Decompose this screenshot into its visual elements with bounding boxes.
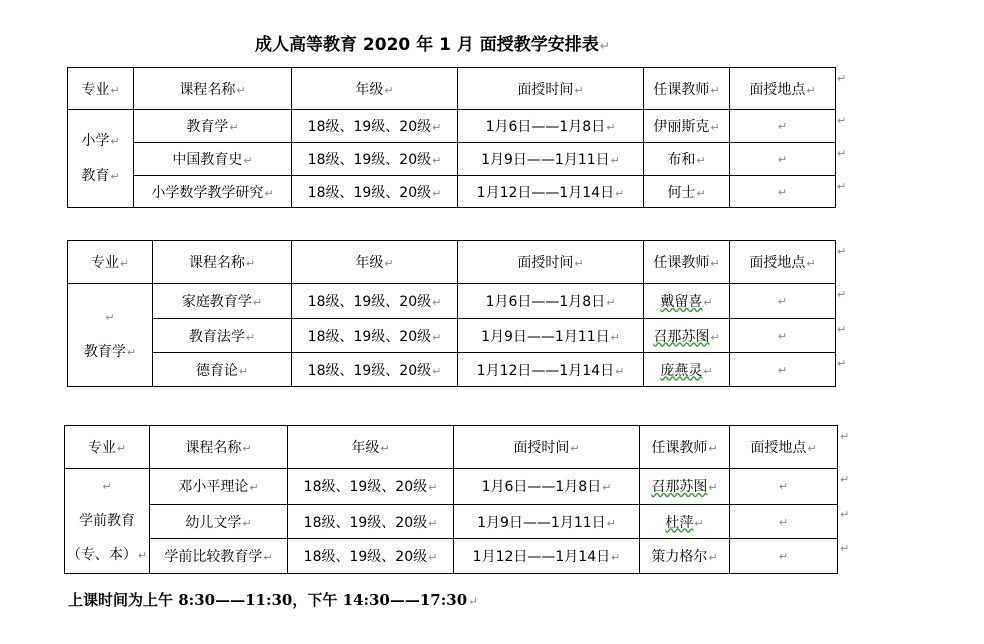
header-cell xyxy=(730,241,836,284)
grade-value: 18级、19级、20级 xyxy=(303,514,428,531)
paragraph-mark: ↵ xyxy=(380,442,390,455)
row-end-mark: ↵ xyxy=(840,508,850,521)
major-label: 小学 xyxy=(81,132,110,149)
major-line xyxy=(65,469,149,504)
time-value: 1月6日——1月8日 xyxy=(485,119,606,135)
header-label: 课程名称 xyxy=(179,81,236,98)
schedule-table-2 xyxy=(67,240,836,387)
major-label: 教育 xyxy=(81,167,110,184)
time-cell xyxy=(458,176,644,208)
row-end-mark: ↵ xyxy=(840,430,850,443)
paragraph-mark: ↵ xyxy=(245,330,256,344)
table-header-row xyxy=(68,68,836,110)
header-cell xyxy=(288,426,454,469)
grade-cell xyxy=(288,469,454,505)
paragraph-mark: ↵ xyxy=(263,551,273,565)
row-end-mark: ↵ xyxy=(837,147,847,160)
paragraph-mark: ↵ xyxy=(778,480,789,494)
paragraph-mark: ↵ xyxy=(264,186,274,200)
header-label: 面授时间 xyxy=(513,440,570,456)
location-cell xyxy=(730,319,836,353)
header-label: 专业 xyxy=(81,81,110,98)
table-row xyxy=(68,319,836,353)
schedule-table-3 xyxy=(64,425,838,574)
teacher-cell xyxy=(644,353,730,387)
grade-cell xyxy=(292,284,458,319)
paragraph-mark: ↵ xyxy=(432,154,442,167)
time-cell xyxy=(454,539,640,574)
paragraph-mark: ↵ xyxy=(243,154,253,167)
header-cell xyxy=(292,68,458,110)
header-cell xyxy=(150,426,288,469)
major-label: （专、本） xyxy=(66,547,137,563)
time-cell xyxy=(458,353,644,387)
major-line xyxy=(68,335,152,370)
paragraph-mark: ↵ xyxy=(432,296,442,309)
location-cell xyxy=(730,176,836,208)
time-value: 1月12日——1月14日 xyxy=(476,184,615,201)
header-label: 面授地点 xyxy=(749,255,806,271)
course-value: 教育学 xyxy=(186,119,229,135)
row-end-mark: ↵ xyxy=(837,288,847,301)
paragraph-mark: ↵ xyxy=(806,83,816,97)
paragraph-mark: ↵ xyxy=(777,153,788,166)
table-row xyxy=(65,469,838,505)
course-value: 中国教育史 xyxy=(172,152,243,168)
paragraph-mark: ↵ xyxy=(710,121,720,134)
paragraph-mark: ↵ xyxy=(606,121,616,134)
paragraph-mark: ↵ xyxy=(777,120,788,133)
header-label: 年级 xyxy=(351,440,380,456)
paragraph-mark: ↵ xyxy=(428,481,438,495)
row-end-mark: ↵ xyxy=(837,180,847,193)
grade-cell xyxy=(292,143,458,176)
header-cell xyxy=(644,241,730,284)
teacher-cell xyxy=(640,469,730,505)
paragraph-mark: ↵ xyxy=(703,296,713,309)
table-row xyxy=(65,539,838,574)
paragraph-mark: ↵ xyxy=(428,551,438,565)
paragraph-mark: ↵ xyxy=(806,257,816,270)
time-value: 1月6日——1月8日 xyxy=(481,479,602,496)
grade-value: 18级、19级、20级 xyxy=(307,362,432,379)
grade-value: 18级、19级、20级 xyxy=(303,549,428,566)
paragraph-mark: ↵ xyxy=(777,363,788,377)
row-end-mark: ↵ xyxy=(837,114,847,127)
major-cell xyxy=(68,284,153,387)
location-cell xyxy=(730,469,838,505)
header-label: 年级 xyxy=(355,255,384,271)
header-cell xyxy=(134,68,292,110)
paragraph-mark: ↵ xyxy=(432,186,442,200)
paragraph-mark: ↵ xyxy=(245,257,256,270)
grade-value: 18级、19级、20级 xyxy=(307,119,432,135)
grade-cell xyxy=(288,504,454,539)
header-label: 专业 xyxy=(87,440,116,456)
table-row xyxy=(68,176,836,208)
time-value: 1月12日——1月14日 xyxy=(472,549,611,566)
teacher-cell xyxy=(644,176,730,208)
time-value: 1月9日——1月11日 xyxy=(481,152,610,168)
major-label: 教育学 xyxy=(83,344,126,360)
paragraph-mark: ↵ xyxy=(126,346,137,359)
table-row xyxy=(68,353,836,387)
location-cell xyxy=(730,504,838,539)
major-cell xyxy=(65,469,150,574)
paragraph-mark: ↵ xyxy=(710,83,720,97)
header-label: 年级 xyxy=(355,81,384,98)
grade-cell xyxy=(292,176,458,208)
location-cell xyxy=(730,353,836,387)
paragraph-mark: ↵ xyxy=(710,257,720,270)
teacher-value: 召那苏图 xyxy=(653,328,710,345)
time-cell xyxy=(458,143,644,176)
header-label: 面授地点 xyxy=(749,81,806,98)
header-cell xyxy=(68,241,153,284)
paragraph-mark: ↵ xyxy=(432,330,442,344)
paragraph-mark: ↵ xyxy=(615,186,625,200)
table-row xyxy=(68,143,836,176)
paragraph-mark: ↵ xyxy=(384,83,394,97)
paragraph-mark: ↵ xyxy=(610,330,620,344)
paragraph-mark: ↵ xyxy=(694,516,704,530)
major-label: 学前教育 xyxy=(79,513,135,529)
paragraph-mark: ↵ xyxy=(252,296,263,309)
grade-value: 18级、19级、20级 xyxy=(307,184,432,201)
table-row xyxy=(68,110,836,143)
header-cell xyxy=(730,68,836,110)
paragraph-mark: ↵ xyxy=(137,549,148,562)
paragraph-mark: ↵ xyxy=(428,516,438,530)
time-cell xyxy=(454,469,640,505)
header-cell xyxy=(644,68,730,110)
paragraph-mark: ↵ xyxy=(574,257,584,270)
paragraph-mark: ↵ xyxy=(119,257,130,270)
paragraph-mark: ↵ xyxy=(777,185,788,199)
major-line xyxy=(68,124,133,159)
table-row xyxy=(65,504,838,539)
paragraph-mark: ↵ xyxy=(236,83,246,97)
grade-value: 18级、19级、20级 xyxy=(303,479,428,496)
header-cell xyxy=(68,68,134,110)
table-header-row xyxy=(65,426,838,469)
paragraph-mark: ↵ xyxy=(574,83,584,97)
paragraph-mark: ↵ xyxy=(606,516,616,530)
row-end-mark: ↵ xyxy=(840,542,850,555)
paragraph-mark: ↵ xyxy=(696,154,706,167)
table-header-row xyxy=(68,241,836,284)
time-cell xyxy=(458,110,644,143)
course-cell xyxy=(150,504,288,539)
major-line xyxy=(65,538,149,573)
paragraph-mark: ↵ xyxy=(249,481,259,495)
header-label: 课程名称 xyxy=(185,440,242,456)
header-label: 面授时间 xyxy=(517,81,574,98)
location-cell xyxy=(730,110,836,143)
paragraph-mark: ↵ xyxy=(708,551,718,565)
paragraph-mark: ↵ xyxy=(696,186,706,200)
time-value: 1月9日——1月11日 xyxy=(481,328,610,345)
grade-cell xyxy=(292,319,458,353)
paragraph-mark: ↵ xyxy=(599,39,610,53)
paragraph-mark: ↵ xyxy=(602,481,612,495)
teacher-cell xyxy=(644,284,730,319)
document-title-text: 成人高等教育 2020 年 1 月 面授教学安排表 xyxy=(255,35,599,55)
time-value: 1月9日——1月11日 xyxy=(477,514,606,531)
paragraph-mark: ↵ xyxy=(615,364,625,378)
course-cell xyxy=(134,143,292,176)
course-cell xyxy=(150,539,288,574)
paragraph-mark: ↵ xyxy=(102,480,112,493)
paragraph-mark: ↵ xyxy=(242,516,252,530)
major-line xyxy=(68,300,152,335)
document-title xyxy=(255,32,715,58)
header-cell xyxy=(458,68,644,110)
grade-value: 18级、19级、20级 xyxy=(307,294,432,310)
teacher-value: 戴留喜 xyxy=(660,294,703,310)
major-line xyxy=(68,159,133,194)
paragraph-mark: ↵ xyxy=(778,515,789,529)
course-value: 小学数学教学研究 xyxy=(151,184,264,201)
paragraph-mark: ↵ xyxy=(238,364,249,378)
header-label: 面授地点 xyxy=(750,440,807,456)
grade-cell xyxy=(292,110,458,143)
row-end-mark: ↵ xyxy=(837,357,847,370)
teacher-value: 伊丽斯克 xyxy=(653,119,710,135)
row-end-mark: ↵ xyxy=(840,473,850,486)
teacher-value: 策力格尔 xyxy=(651,549,708,566)
course-value: 幼儿文学 xyxy=(185,514,242,531)
time-value: 1月6日——1月8日 xyxy=(485,294,606,310)
paragraph-mark: ↵ xyxy=(229,121,239,134)
grade-value: 18级、19级、20级 xyxy=(307,152,432,168)
row-end-mark: ↵ xyxy=(837,72,847,85)
teacher-value: 召那苏图 xyxy=(651,479,708,496)
paragraph-mark: ↵ xyxy=(110,169,120,183)
teacher-value: 布和 xyxy=(667,152,696,168)
teacher-cell xyxy=(640,504,730,539)
paragraph-mark: ↵ xyxy=(105,311,115,324)
paragraph-mark: ↵ xyxy=(384,257,394,270)
course-value: 家庭教育学 xyxy=(181,294,252,310)
course-cell xyxy=(150,469,288,505)
time-cell xyxy=(458,319,644,353)
row-end-mark: ↵ xyxy=(837,245,847,258)
paragraph-mark: ↵ xyxy=(610,154,620,167)
course-cell xyxy=(134,110,292,143)
major-line xyxy=(65,504,149,538)
paragraph-mark: ↵ xyxy=(708,481,718,495)
paragraph-mark: ↵ xyxy=(777,329,788,343)
teacher-cell xyxy=(644,110,730,143)
header-label: 任课教师 xyxy=(653,81,710,98)
paragraph-mark: ↵ xyxy=(710,330,720,344)
header-label: 课程名称 xyxy=(188,255,245,271)
grade-cell xyxy=(292,353,458,387)
header-cell xyxy=(65,426,150,469)
grade-cell xyxy=(288,539,454,574)
schedule-table-1 xyxy=(67,67,836,208)
course-cell xyxy=(153,353,292,387)
time-cell xyxy=(458,284,644,319)
paragraph-mark: ↵ xyxy=(432,364,442,378)
location-cell xyxy=(730,284,836,319)
course-value: 邓小平理论 xyxy=(178,479,249,496)
paragraph-mark: ↵ xyxy=(778,550,789,564)
paragraph-mark: ↵ xyxy=(468,594,479,608)
header-label: 任课教师 xyxy=(653,255,710,271)
teacher-cell xyxy=(644,319,730,353)
course-cell xyxy=(153,319,292,353)
time-value: 1月12日——1月14日 xyxy=(476,362,615,379)
header-cell xyxy=(640,426,730,469)
location-cell xyxy=(730,539,838,574)
table-row xyxy=(68,284,836,319)
teacher-cell xyxy=(644,143,730,176)
paragraph-mark: ↵ xyxy=(807,442,817,455)
header-label: 专业 xyxy=(90,255,119,271)
course-cell xyxy=(153,284,292,319)
row-end-mark: ↵ xyxy=(837,323,847,336)
teacher-value: 庞燕灵 xyxy=(660,362,703,379)
paragraph-mark: ↵ xyxy=(606,296,616,309)
header-label: 面授时间 xyxy=(517,255,574,271)
paragraph-mark: ↵ xyxy=(110,134,120,148)
major-cell xyxy=(68,110,134,208)
paragraph-mark: ↵ xyxy=(703,364,713,378)
course-cell xyxy=(134,176,292,208)
paragraph-mark: ↵ xyxy=(777,295,788,308)
header-cell xyxy=(454,426,640,469)
course-value: 教育法学 xyxy=(188,328,245,345)
header-cell xyxy=(153,241,292,284)
time-cell xyxy=(454,504,640,539)
header-cell xyxy=(292,241,458,284)
grade-value: 18级、19级、20级 xyxy=(307,328,432,345)
paragraph-mark: ↵ xyxy=(242,442,252,455)
paragraph-mark: ↵ xyxy=(570,442,580,455)
location-cell xyxy=(730,143,836,176)
teacher-value: 杜萍 xyxy=(665,514,694,531)
paragraph-mark: ↵ xyxy=(708,442,718,455)
course-value: 德育论 xyxy=(195,362,238,379)
paragraph-mark: ↵ xyxy=(116,442,127,455)
class-time-text: 上课时间为上午 8:30——11:30，下午 14:30——17:30 xyxy=(68,591,468,609)
teacher-value: 何士 xyxy=(667,184,696,201)
header-cell xyxy=(458,241,644,284)
header-label: 任课教师 xyxy=(651,440,708,456)
paragraph-mark: ↵ xyxy=(110,83,120,97)
paragraph-mark: ↵ xyxy=(611,551,621,565)
class-time-note xyxy=(68,588,478,613)
teacher-cell xyxy=(640,539,730,574)
paragraph-mark: ↵ xyxy=(432,121,442,134)
header-cell xyxy=(730,426,838,469)
course-value: 学前比较教育学 xyxy=(164,549,263,566)
